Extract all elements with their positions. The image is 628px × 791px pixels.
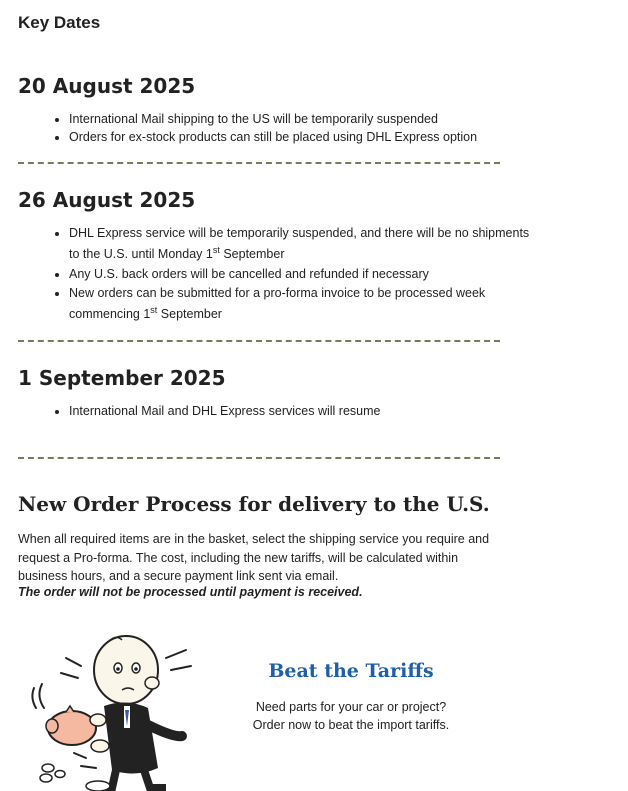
section-3-list [18,402,539,420]
section-1-list [18,110,539,146]
date-heading-2: 26 August 2025 [18,188,196,212]
list-item: • DHL Express service will be temporarily suspended, and there will be no shipments to the U.S. until Monday 1st September [69,223,539,265]
order-process-note: The order will not be processed until payment is received. [18,585,363,599]
list-item: • Orders for ex-stock products can still be placed using DHL Express option [69,128,539,146]
order-process-title: New Order Process for delivery to the U.S. [18,492,490,516]
list-item: • International Mail and DHL Express services will resume [69,402,539,420]
promo-line-2: Order now to beat the import tariffs. [252,718,450,732]
cartoon-piggy-bank-illustration [26,628,194,791]
dashed-divider [18,457,500,459]
list-item: • New orders can be submitted for a pro-forma invoice to be processed week commencing 1st September [69,283,539,325]
dashed-divider [18,162,500,164]
date-heading-1: 20 August 2025 [18,74,196,98]
key-dates-title: Key Dates [18,13,101,32]
promo-line-1: Need parts for your car or project? [255,700,447,714]
order-process-body: When all required items are in the basket, select the shipping service you require and request a Pro-forma. The cost, including the new tariffs, will be calculated within business hours, and a secure payment link sent via email. [18,532,490,583]
list-item: • Any U.S. back orders will be cancelled and refunded if necessary [69,265,539,283]
list-item: • International Mail shipping to the US will be temporarily suspended [69,110,539,128]
section-2-list [18,223,539,325]
date-heading-3: 1 September 2025 [18,366,226,390]
promo-title: Beat the Tariffs [268,660,434,682]
dashed-divider [18,340,500,342]
